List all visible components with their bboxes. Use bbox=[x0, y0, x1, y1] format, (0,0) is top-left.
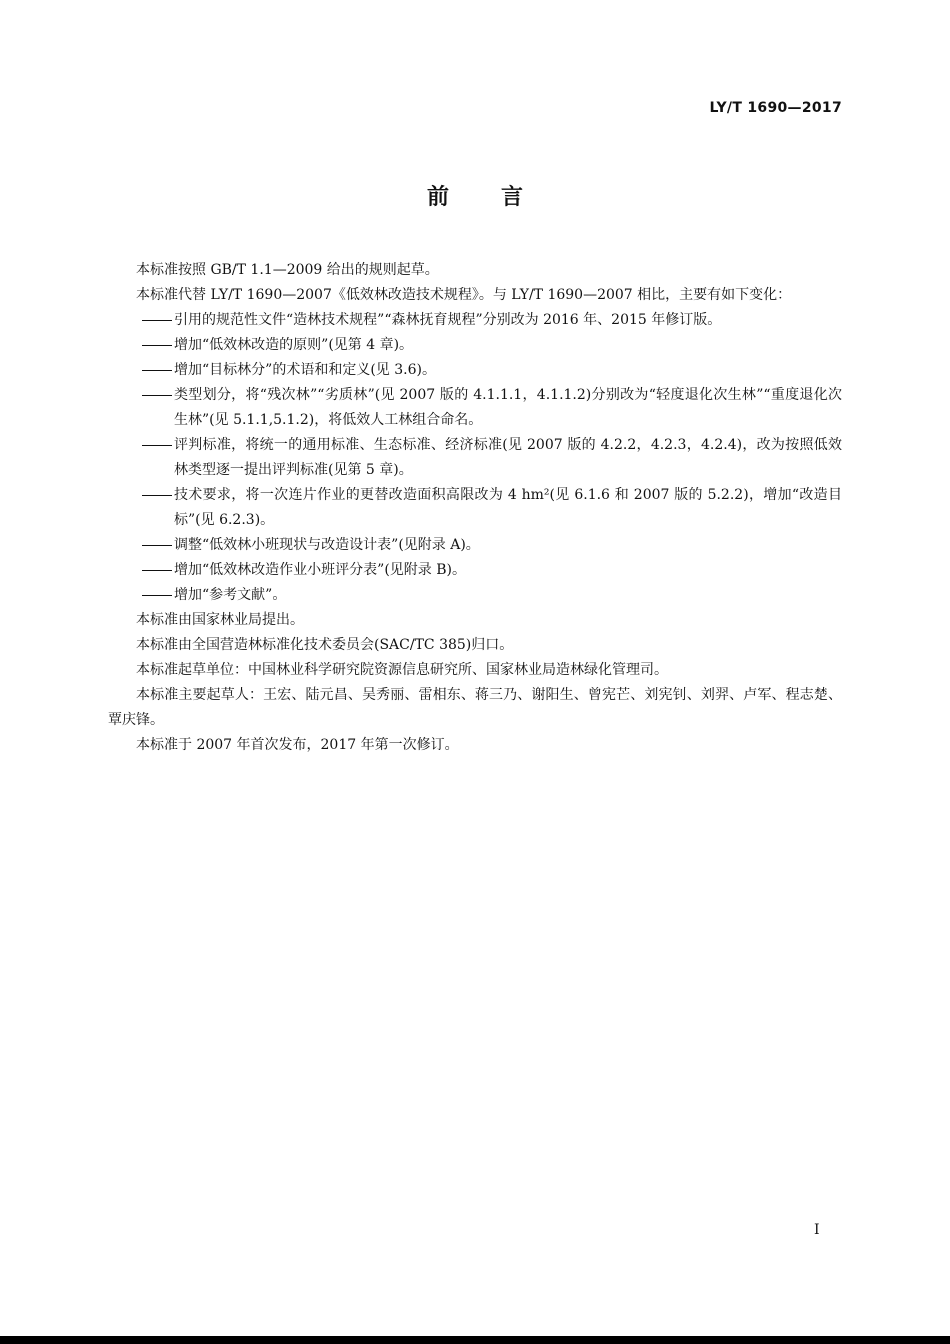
dash-marker bbox=[140, 308, 174, 333]
standard-code: LY/T 1690—2017 bbox=[709, 100, 842, 116]
change-item bbox=[108, 383, 842, 433]
dash-marker bbox=[140, 483, 174, 508]
dash-marker bbox=[140, 583, 174, 608]
change-item-text: 技术要求，将一次连片作业的更替改造面积高限改为 4 hm²(见 6.1.6 和 2007 版的 5.2.2)，增加“改造目标”(见 6.2.3)。 bbox=[174, 487, 842, 528]
change-item-text: 调整“低效林小班现状与改造设计表”(见附录 A)。 bbox=[174, 537, 480, 553]
dash-marker bbox=[140, 433, 174, 458]
change-item bbox=[108, 583, 842, 608]
dash-marker bbox=[140, 383, 174, 408]
paragraph: 本标准按照 GB/T 1.1—2009 给出的规则起草。 bbox=[136, 262, 439, 278]
change-item bbox=[108, 483, 842, 533]
change-item-text: 增加“目标林分”的术语和和定义(见 3.6)。 bbox=[174, 362, 436, 378]
dash-marker bbox=[140, 558, 174, 583]
bottom-rule bbox=[0, 1336, 950, 1344]
paragraph: 本标准于 2007 年首次发布，2017 年第一次修订。 bbox=[136, 737, 459, 753]
foreword-body bbox=[108, 258, 842, 758]
paragraph: 本标准起草单位：中国林业科学研究院资源信息研究所、国家林业局造林绿化管理司。 bbox=[136, 662, 668, 678]
change-item bbox=[108, 533, 842, 558]
change-item bbox=[108, 308, 842, 333]
paragraph: 本标准由全国营造林标准化技术委员会(SAC/TC 385)归口。 bbox=[136, 637, 514, 653]
change-item-text: 评判标准，将统一的通用标准、生态标准、经济标准(见 2007 版的 4.2.2，4.2.3，4.2.4)，改为按照低效林类型逐一提出评判标准(见第 5 章)。 bbox=[174, 437, 842, 478]
change-item bbox=[108, 433, 842, 483]
change-item bbox=[108, 558, 842, 583]
change-item bbox=[108, 333, 842, 358]
change-item-text: 增加“低效林改造作业小班评分表”(见附录 B)。 bbox=[174, 562, 466, 578]
paragraph: 本标准主要起草人：王宏、陆元昌、吴秀丽、雷相东、蒋三乃、谢阳生、曾宪芒、刘宪钊、刘羿、卢军、程志楚、覃庆锋。 bbox=[108, 687, 842, 728]
change-item-text: 引用的规范性文件“造林技术规程”“森林抚育规程”分别改为 2016 年、2015 年修订版。 bbox=[174, 312, 722, 328]
dash-marker bbox=[140, 358, 174, 383]
change-item-text: 增加“低效林改造的原则”(见第 4 章)。 bbox=[174, 337, 414, 353]
change-item-text: 增加“参考文献”。 bbox=[174, 587, 287, 603]
change-item-text: 类型划分，将“残次林”“劣质林”(见 2007 版的 4.1.1.1，4.1.1.2)分别改为“轻度退化次生林”“重度退化次生林”(见 5.1.1,5.1.2)，将低效人工林组合命名。 bbox=[174, 387, 842, 428]
dash-marker bbox=[140, 333, 174, 358]
change-item bbox=[108, 358, 842, 383]
dash-marker bbox=[140, 533, 174, 558]
paragraph: 本标准代替 LY/T 1690—2007《低效林改造技术规程》。与 LY/T 1690—2007 相比，主要有如下变化： bbox=[136, 287, 792, 303]
page-number: I bbox=[814, 1222, 820, 1238]
page-title: 前言 bbox=[426, 185, 575, 210]
paragraph: 本标准由国家林业局提出。 bbox=[136, 612, 304, 628]
